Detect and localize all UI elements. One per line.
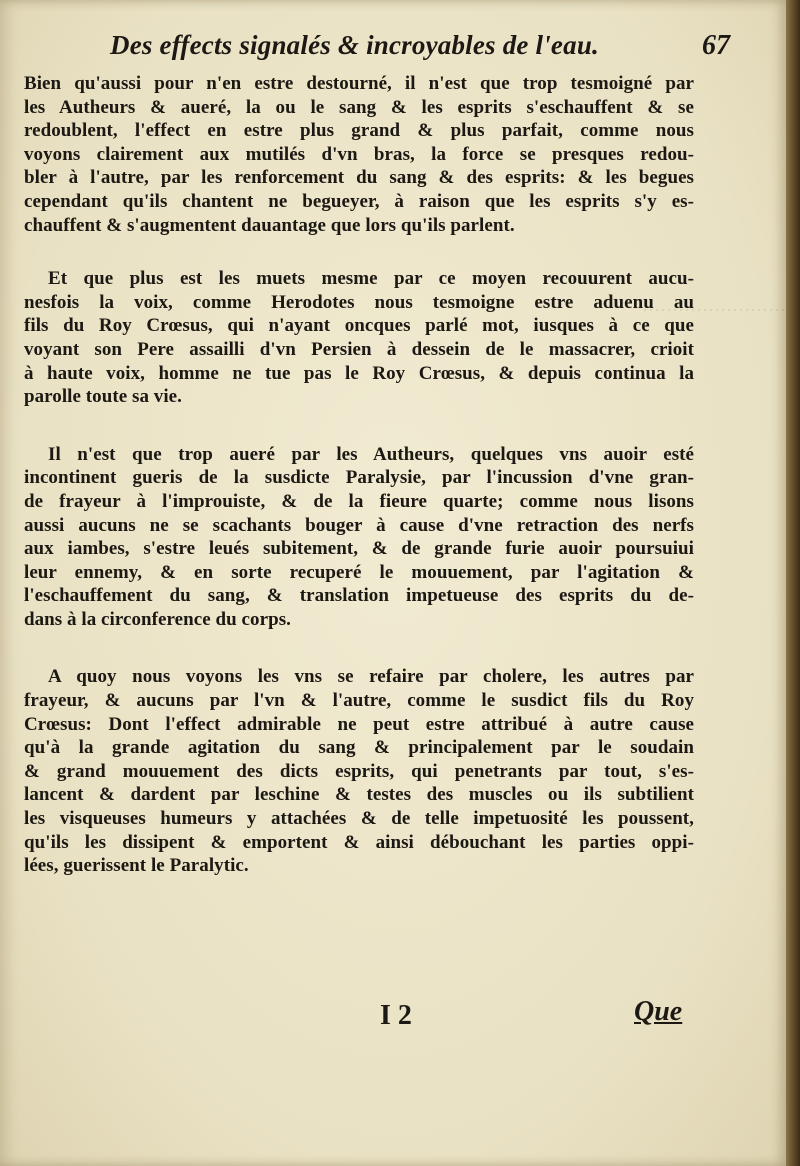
running-title: Des effects signalés & incroyables de l'eau. (110, 30, 599, 60)
text-line: aussi aucuns ne se scachants bouger à cause d'vne retraction des nerfs (24, 514, 694, 536)
text-line: l'eschauffement du sang, & translation impetueuse des esprits du de- (24, 585, 694, 607)
text-line: Il n'est que trop aueré par les Autheurs, quelques vns auoir esté (48, 443, 694, 465)
text-line: & grand mouuement des dicts esprits, qui penetrants par tout, s'es- (24, 760, 694, 782)
show-through-text: ························ (642, 300, 786, 320)
text-line: chauffent & s'augmentent dauantage que lors qu'ils parlent. (24, 214, 515, 236)
text-line: Crœsus: Dont l'effect admirable ne peut estre attribué à autre cause (24, 713, 694, 735)
binding-edge (786, 0, 800, 1166)
text-line: aux iambes, s'estre leués subitement, & de grande furie auoir poursuiui (24, 538, 694, 560)
text-line: cependant qu'ils chantent ne begueyer, à raison que les esprits s'y es- (24, 190, 694, 212)
text-line: Et que plus est les muets mesme par ce moyen recouurent aucu- (48, 268, 694, 290)
text-line: voyant son Pere assailli d'vn Persien à dessein de le massacrer, crioit (24, 338, 694, 360)
paragraph-1 (24, 72, 694, 237)
text-line: redoublent, l'effect en estre plus grand & plus parfait, comme nous (24, 120, 694, 142)
paragraph-2 (24, 267, 694, 409)
text-line: incontinent gueris de la susdicte Paralysie, par l'incussion d'vne gran- (24, 467, 694, 489)
signature-mark: I 2 (380, 1000, 412, 1031)
text-line: lées, guerissent le Paralytic. (24, 855, 249, 877)
catchword: Que (634, 996, 683, 1027)
text-line: dans à la circonference du corps. (24, 608, 291, 630)
body-text (24, 72, 694, 912)
page-number: 67 (702, 30, 730, 61)
text-line: à haute voix, homme ne tue pas le Roy Crœsus, & depuis continua la (24, 362, 694, 384)
text-line: lancent & dardent par leschine & testes des muscles ou ils subtilient (24, 784, 694, 806)
paragraph-3 (24, 443, 694, 632)
text-line: qu'à la grande agitation du sang & principalement par le soudain (24, 737, 694, 759)
text-line: de frayeur à l'improuiste, & de la fieure quarte; comme nous lisons (24, 490, 694, 512)
text-line: bler à l'autre, par les renforcement du sang & des esprits: & les begues (24, 167, 694, 189)
text-line: les visqueuses humeurs y attachées & de telle impetuosité les poussent, (24, 808, 694, 830)
text-line: leur ennemy, & en sorte recuperé le mouuement, par l'agitation & (24, 561, 694, 583)
text-line: nesfois la voix, comme Herodotes nous tesmoigne estre aduenu au (24, 291, 694, 313)
text-line: qu'ils les dissipent & emportent & ainsi débouchant les parties oppi- (24, 831, 694, 853)
text-line: les Autheurs & aueré, la ou le sang & les esprits s'eschauffent & se (24, 96, 694, 118)
text-line: Bien qu'aussi pour n'en estre destourné, il n'est que trop tesmoigné par (24, 73, 694, 94)
text-line: parolle toute sa vie. (24, 386, 182, 408)
paragraph-4 (24, 665, 694, 877)
text-line: A quoy nous voyons les vns se refaire par cholere, les autres par (48, 666, 694, 688)
running-head (40, 30, 730, 70)
text-line: frayeur, & aucuns par l'vn & l'autre, comme le susdict fils du Roy (24, 690, 694, 712)
text-line: fils du Roy Crœsus, qui n'ayant oncques parlé mot, iusques à ce que (24, 315, 694, 337)
text-line: voyons clairement aux mutilés d'vn bras, la force se presques redou- (24, 143, 694, 165)
